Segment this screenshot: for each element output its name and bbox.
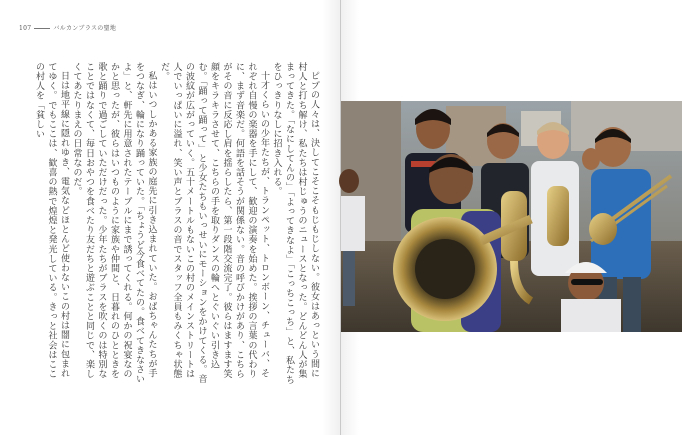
left-page xyxy=(0,0,340,435)
header-rule xyxy=(34,28,50,29)
body-text-column xyxy=(34,62,320,387)
chapter-title: バルカンブラスの聖地 xyxy=(53,25,117,32)
paragraph: 十才くらいの少年たちが、トランペット、トロンボーン、チューバ、それぞれ自慢の楽器を手にして、歓迎の演奏を始めた。挨拶の言葉の代わりに、まず音楽だ。何語を話そうが関係ない。音の呼びかけがあり、こちらがその音に反応し肩を揺らしたら、第一段階交流完了。彼らはますます笑顔をキラキラさせて、こちらの手を取りダンスの輪へとぐいぐい引き込む。「踊って踊って」と少女たちもいっせいにモーションをかけてくる。音の波紋が広がっていく。五十メートルもないこの村のメインストリートは人でいっぱいに溢れ、笑い声とブラスの音でスタッフ全員もみくちゃ状態だ。 xyxy=(159,62,269,384)
photo-illustration xyxy=(341,101,682,332)
paragraph: 私はいつしかある家族の庭先に引き込まれていた。おばちゃんたちが手をつなぎ、輪になり踊っていた。「ちょうど今食べてたの。食べてきなさいよ」と、軒先に用意されたテーブルにまで誘ってくれる。何かの祝宴なのかと思ったが、彼らはいつものように家族や仲間と、日暮れのひとときを歌と踊りで過ごしていただけだった。少年たちがブラスを吹くのは特別なことではなくて、毎日おやつを食べたり友だちと遊ぶことと同じで、楽しくてあたりまえの日常なのだ。 xyxy=(71,62,157,384)
paragraph: 日は地平線に隠れゆき、電気などほとんど使わないこの村は闇に包まれてゆく。でもここは、歓喜の熱で煌煌と発光している。きっと社会はここの村人を「貧しい xyxy=(34,62,69,379)
page-number: 107 xyxy=(19,25,32,32)
running-head xyxy=(19,23,116,32)
photo-brass-band-children xyxy=(341,101,682,332)
page-gutter-shadow xyxy=(322,0,340,435)
paragraph: ピプの人々は、決してこそこそもじもじしない。彼女はあっという間に村人と打ち解け、私たちは村じゅうのニュースとなった。どんどん人が集まってきた。「なにしてんの」「よってきなよ」「こっちこっち」と、私たちをひっきりなしに招き入れる。 xyxy=(271,62,319,385)
